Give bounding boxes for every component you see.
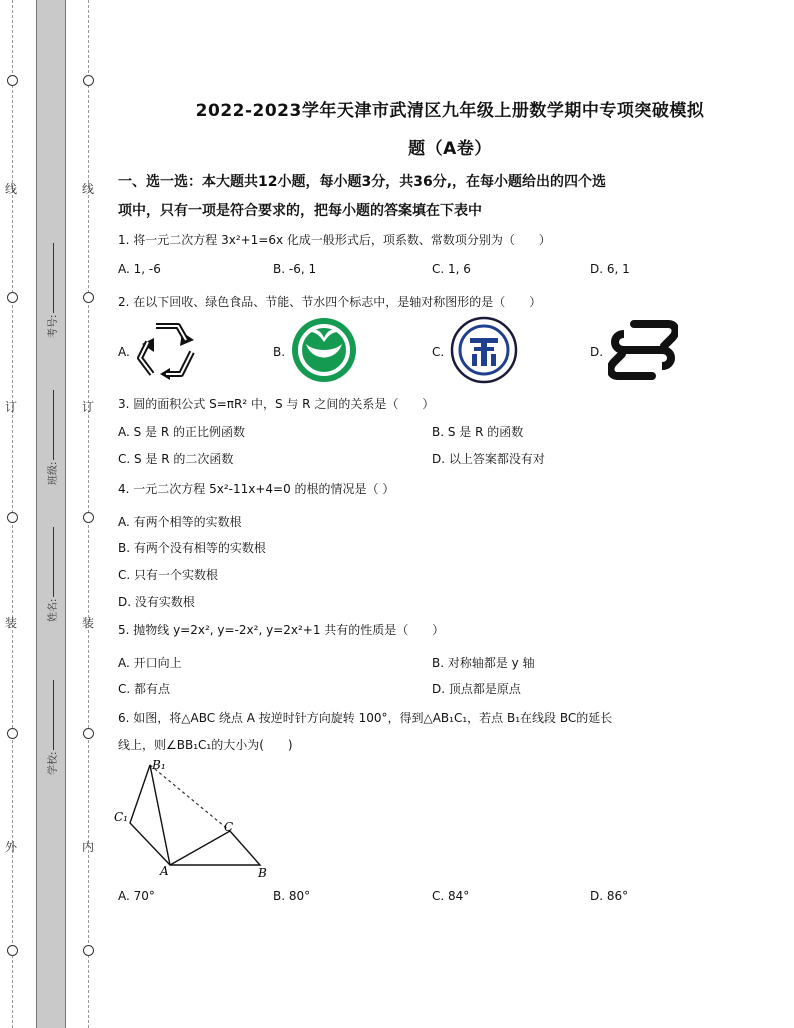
punch-hole: [83, 945, 94, 956]
question-5-option-d: D. 顶点都是原点: [432, 682, 521, 696]
question-3-option-c: C. S 是 R 的二次函数: [118, 452, 234, 466]
punch-hole: [83, 75, 94, 86]
question-3-option-d: D. 以上答案都没有对: [432, 452, 545, 466]
question-2-option-a: A.: [118, 345, 130, 359]
energy-saving-icon: [450, 316, 518, 384]
exam-title-line2: 题（A卷）: [408, 139, 492, 159]
question-4-option-a: A. 有两个相等的实数根: [118, 515, 242, 529]
binding-char: 线: [5, 182, 18, 196]
label-b1: B₁: [152, 758, 166, 772]
question-3-option-a: A. S 是 R 的正比例函数: [118, 425, 246, 439]
punch-hole: [7, 728, 18, 739]
question-6-option-d: D. 86°: [590, 889, 629, 903]
punch-hole: [83, 728, 94, 739]
punch-hole: [7, 75, 18, 86]
question-4-stem: 4. 一元二次方程 5x²-11x+4=0 的根的情况是（ ）: [118, 482, 395, 496]
green-food-icon: [290, 316, 358, 384]
punch-hole: [7, 512, 18, 523]
label-a: A: [160, 864, 169, 878]
question-2-option-b: B.: [273, 345, 286, 359]
question-2-option-d: D.: [590, 345, 604, 359]
school-field: 学校:: [44, 680, 59, 775]
question-4-option-d: D. 没有实数根: [118, 595, 195, 609]
label-c1: C₁: [114, 810, 128, 824]
question-4-option-c: C. 只有一个实数根: [118, 568, 219, 582]
punch-hole: [7, 945, 18, 956]
exam-number-field: 考号:: [44, 243, 59, 338]
binding-char: 订: [5, 400, 18, 414]
binding-margin: [0, 0, 110, 1028]
binding-char: 外: [5, 840, 18, 854]
class-field: 班级:: [44, 390, 59, 485]
punch-hole: [7, 292, 18, 303]
label-b: B: [258, 866, 267, 880]
question-6-option-c: C. 84°: [432, 889, 470, 903]
section-heading: 一、选一选：本大题共12小题，每小题3分，共36分,，在每小题给出的四个选: [118, 174, 607, 190]
question-5-option-c: C. 都有点: [118, 682, 171, 696]
binding-char: 装: [82, 616, 95, 630]
question-1-option-d: D. 6, 1: [590, 262, 630, 276]
question-4-option-b: B. 有两个没有相等的实数根: [118, 541, 266, 555]
label-c: C: [224, 820, 234, 834]
exam-title-line1: 2022-2023学年天津市武清区九年级上册数学期中专项突破模拟: [195, 101, 705, 121]
rotation-figure: [110, 755, 280, 880]
binding-char: 内: [82, 840, 95, 854]
water-saving-icon: [608, 320, 678, 380]
question-3-option-b: B. S 是 R 的函数: [432, 425, 524, 439]
question-5-stem: 5. 抛物线 y=2x², y=-2x², y=2x²+1 共有的性质是（ ）: [118, 623, 445, 637]
section-heading-cont: 项中，只有一项是符合要求的，把每小题的答案填在下表中: [118, 203, 482, 219]
question-2-option-c: C.: [432, 345, 445, 359]
question-1-option-a: A. 1, -6: [118, 262, 161, 276]
question-1-option-b: B. -6, 1: [273, 262, 317, 276]
question-5-option-a: A. 开口向上: [118, 656, 182, 670]
question-6-stem-cont: 线上，则∠BB₁C₁的大小为( ): [118, 738, 293, 752]
punch-hole: [83, 512, 94, 523]
question-6-stem: 6. 如图，将△ABC 绕点 A 按逆时针方向旋转 100°，得到△AB₁C₁，若点 B₁在线段 BC的延长: [118, 711, 613, 725]
question-1-option-c: C. 1, 6: [432, 262, 471, 276]
question-1-stem: 1. 将一元二次方程 3x²+1=6x 化成一般形式后，项系数、常数项分别为（ ）: [118, 233, 551, 247]
question-5-option-b: B. 对称轴都是 y 轴: [432, 656, 535, 670]
question-2-stem: 2. 在以下回收、绿色食品、节能、节水四个标志中，是轴对称图形的是（ ）: [118, 295, 542, 309]
binding-gutter: [36, 0, 66, 1028]
punch-hole: [83, 292, 94, 303]
binding-char: 订: [82, 400, 95, 414]
binding-char: 装: [5, 616, 18, 630]
question-3-stem: 3. 圆的面积公式 S=πR² 中，S 与 R 之间的关系是（ ）: [118, 397, 435, 411]
question-6-option-b: B. 80°: [273, 889, 311, 903]
recycling-icon: [134, 318, 200, 384]
binding-char: 线: [82, 182, 95, 196]
question-6-option-a: A. 70°: [118, 889, 155, 903]
name-field: 姓名:: [44, 527, 59, 622]
